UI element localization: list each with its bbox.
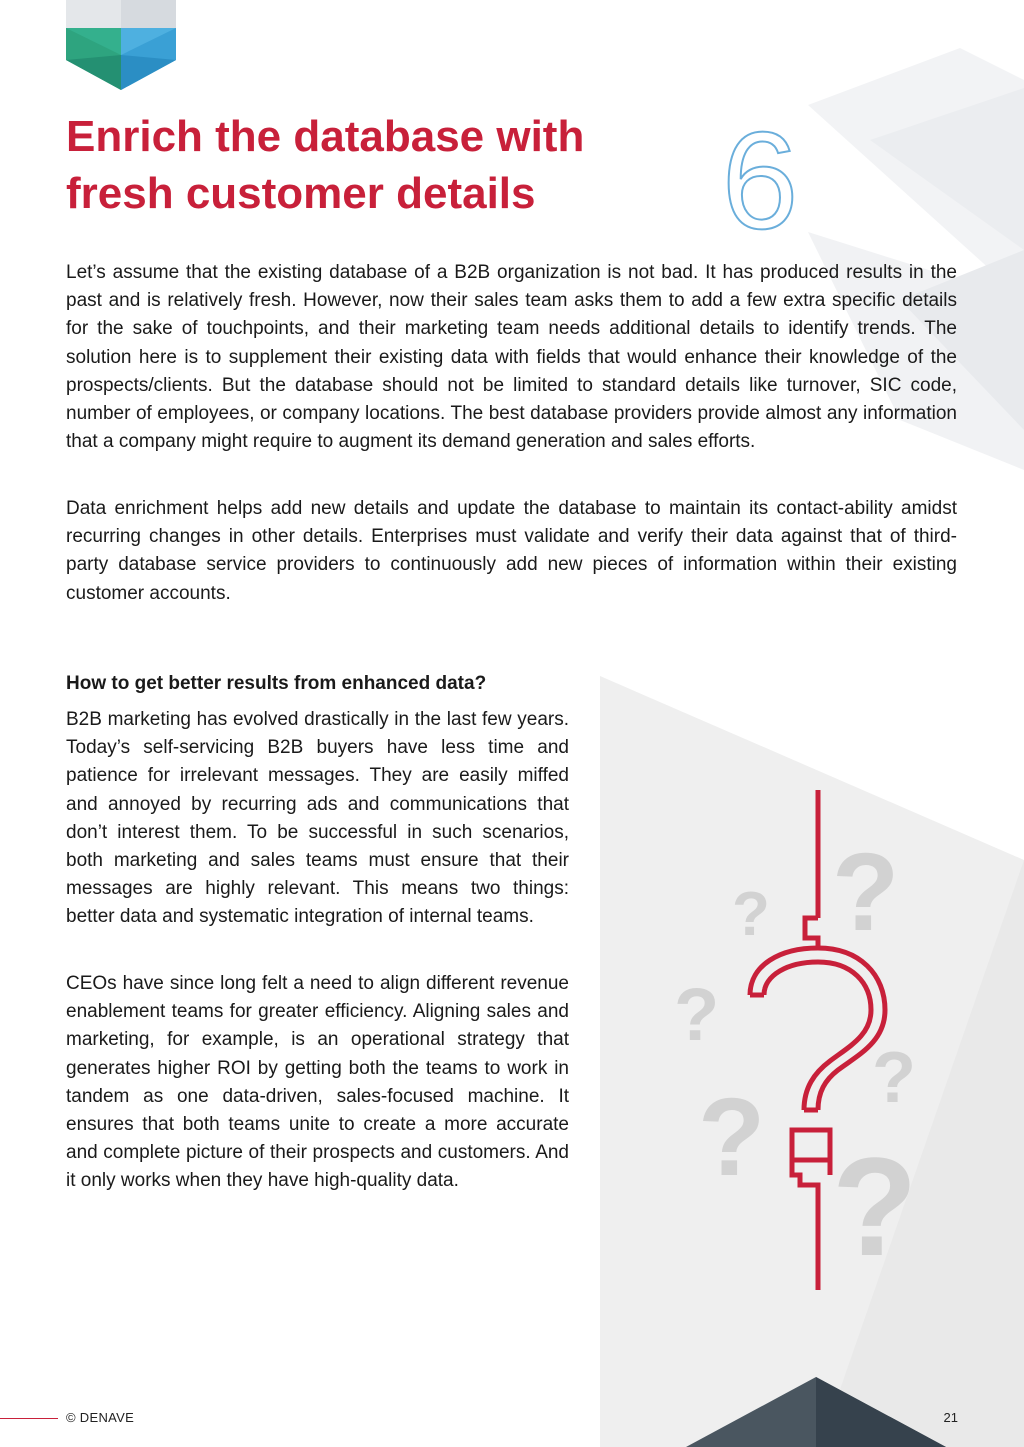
intro-paragraph-1: Let’s assume that the existing database of a B2B organization is not bad. It has produced results in the past and is relatively fresh. However, now their sales team asks them to add a few extra specific details for the sake of touchpoints, and their marketing team needs additional details to identify trends. The solution here is to supplement their existing data with fields that would enhance their knowledge of the prospects/clients. But the database should not be limited to standard details like turnover, SIC code, number of employees, or company locations. The best database providers provide almost any information that a company might require to augment its demand generation and sales efforts. <box>66 262 957 453</box>
question-mark-small-top: ? <box>732 880 770 949</box>
intro-paragraph-2: Data enrichment helps add new details and update the database to maintain its contact-ability amidst recurring changes in other details. Enterprises must validate and verify their data against that of third-party database service providers to continuously add new pieces of information within their existing customer accounts. <box>66 498 957 604</box>
footer-copyright: © DENAVE <box>66 1410 135 1425</box>
question-mark-bottom-right: ? <box>832 1128 918 1285</box>
page-title <box>66 108 706 222</box>
question-mark-bottom-left: ? <box>698 1076 766 1199</box>
question-mark-right: ? <box>872 1038 916 1118</box>
page-title-line1: Enrich the database with <box>66 112 585 161</box>
section-paragraph-2: CEOs have since long felt a need to align different revenue enablement teams for greater efficiency. Aligning sales and marketing, for example, is an operational strategy that generates higher ROI by getting both the teams to work in tandem as one data-driven, sales-focused machine. It ensures that both teams unite to create a more accurate and complete picture of their prospects and customers. And it only works when they have high-quality data. <box>66 973 569 1192</box>
page-number: 21 <box>943 1410 958 1425</box>
section-heading: How to get better results from enhanced data? <box>66 673 487 694</box>
question-mark-left: ? <box>674 973 720 1056</box>
section-paragraph-1: B2B marketing has evolved drastically in the last few years. Today’s self-servicing B2B buyers have less time and patience for irrelevant messages. They are easily miffed and annoyed by recurring ads and communications that don’t interest them. To be successful in such scenarios, both marketing and sales teams must ensure that their messages are highly relevant. This means two things: better data and systematic integration of internal teams. <box>66 709 569 928</box>
brand-logo-icon <box>66 0 176 90</box>
page-title-line2: fresh customer details <box>66 169 536 218</box>
chapter-number-text: 6 <box>721 116 799 240</box>
chapter-number <box>712 116 808 240</box>
footer-divider <box>0 1418 58 1419</box>
question-marks-illustration-icon <box>660 780 940 1300</box>
question-mark-large-top: ? <box>832 831 900 954</box>
